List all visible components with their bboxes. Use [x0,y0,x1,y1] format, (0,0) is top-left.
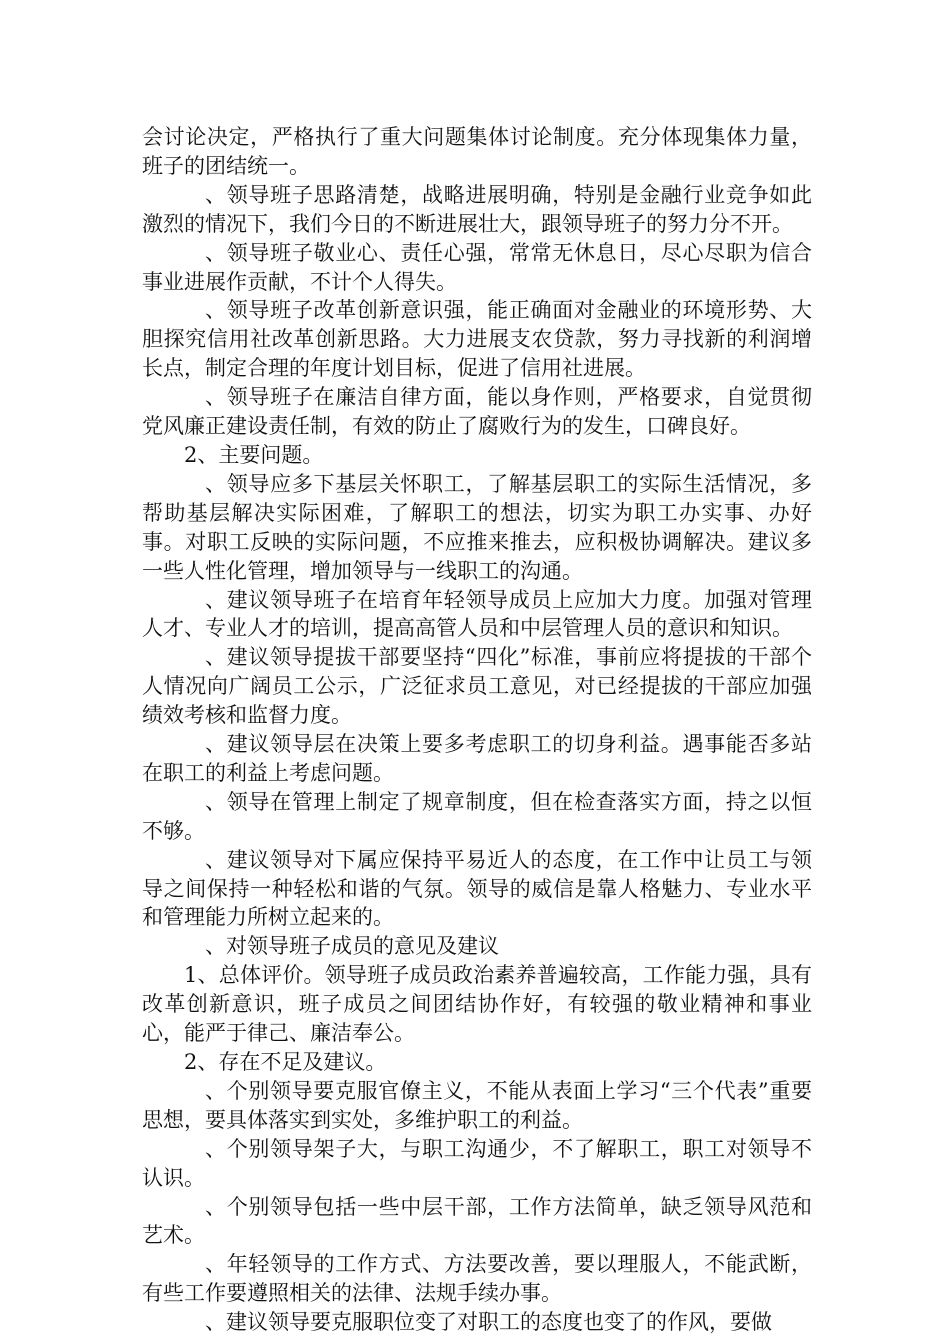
paragraph: 、建议领导班子在培育年轻领导成员上应加大力度。加强对管理人才、专业人才的培训，提高高管人员和中层管理人员的意识和知识。 [142,587,812,641]
paragraph: 1、总体评价。领导班子成员政治素养普遍较高，工作能力强，具有改革创新意识，班子成员之间团结协作好，有较强的敬业精神和事业心，能严于律己、廉洁奉公。 [142,963,812,1046]
document-body [142,123,812,1337]
paragraph: 、年轻领导的工作方式、方法要改善，要以理服人，不能武断，有些工作要遵照相关的法律、法规手续办事。 [142,1252,812,1306]
paragraph: 、建议领导要克服职位变了对职工的态度也变了的作风，要做 [205,1310,772,1335]
paragraph: 、建议领导对下属应保持平易近人的态度，在工作中让员工与领导之间保持一种轻松和谐的气氛。领导的威信是靠人格魅力、专业水平和管理能力所树立起来的。 [142,847,812,930]
paragraph: 、个别领导要克服官僚主义，不能从表面上学习“三个代表”重要思想，要具体落实到实处，多维护职工的利益。 [142,1078,812,1132]
paragraph: 、领导班子改革创新意识强，能正确面对金融业的环境形势、大胆探究信用社改革创新思路。大力进展支农贷款，努力寻找新的利润增长点，制定合理的年度计划目标，促进了信用社进展。 [142,298,812,381]
paragraph: 、领导班子在廉洁自律方面，能以身作则，严格要求，自觉贯彻党风廉正建设责任制，有效的防止了腐败行为的发生，口碑良好。 [142,385,812,439]
section-heading: 、对领导班子成员的意见及建议 [205,934,499,959]
section-heading: 2、主要问题。 [184,442,324,467]
paragraph: 、领导班子敬业心、责任心强，常常无休息日，尽心尽职为信合事业进展作贡献，不计个人得失。 [142,240,812,294]
section-heading: 2、存在不足及建议。 [184,1050,387,1074]
paragraph: 、领导在管理上制定了规章制度，但在检查落实方面，持之以恒不够。 [142,789,812,843]
paragraph: 、领导应多下基层关怀职工，了解基层职工的实际生活情况，多帮助基层解决实际困难，了解职工的想法，切实为职工办实事、办好事。对职工反映的实际问题，不应推来推去，应积极协调解决。建议多一些人性化管理，增加领导与一线职工的沟通。 [142,471,812,583]
paragraph: 、领导班子思路清楚，战略进展明确，特别是金融行业竞争如此激烈的情况下，我们今日的不断进展壮大，跟领导班子的努力分不开。 [142,182,812,236]
paragraph: 、建议领导层在决策上要多考虑职工的切身利益。遇事能否多站在职工的利益上考虑问题。 [142,732,812,785]
paragraph: 、个别领导架子大，与职工沟通少，不了解职工，职工对领导不认识。 [142,1136,812,1190]
paragraph: 会讨论决定，严格执行了重大问题集体讨论制度。充分体现集体力量，班子的团结统一。 [142,125,812,178]
paragraph: 、建议领导提拔干部要坚持“四化”标准，事前应将提拔的干部个人情况向广阔员工公示，广泛征求员工意见，对已经提拔的干部应加强绩效考核和监督力度。 [142,645,812,728]
paragraph: 、个别领导包括一些中层干部，工作方法简单，缺乏领导风范和艺术。 [142,1194,812,1248]
